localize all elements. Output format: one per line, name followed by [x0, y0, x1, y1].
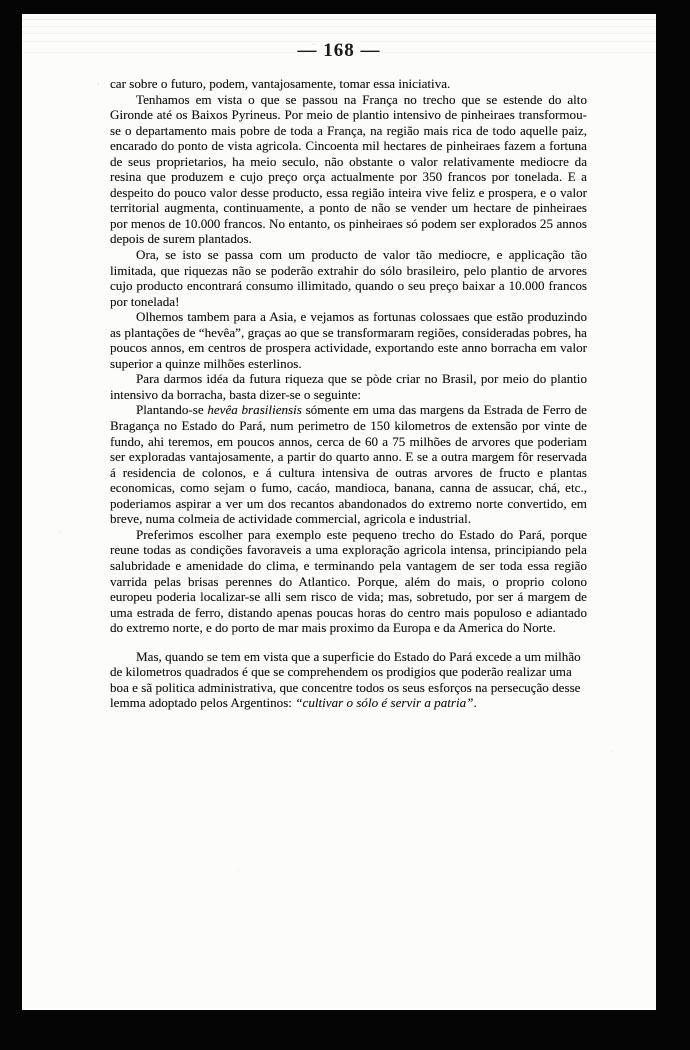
text-run-2: sómente em uma das margens da Estrada de Ferro de Bragança no Estado do Pará, num perimetro de 150 kilometros de extensão por vinte de fundo, ahi teremos, em poucos annos, cerca de 60 a 75 milhões de arvores que poderiam ser exploradas vantajosamente, a partir do quarto anno. E se a outra margem fôr reservada á residencia de colonos, e á cultura intensiva de outras arvores de fructo e plantas economicas, como sejam o fumo, cacáo, mandioca, banana, canna de assucar, chá, etc., poderiamos aspirar a ver um dos recantos abandonados do extremo norte convertido, em breve, numa colmeia de actividade commercial, agricola e industrial. [110, 402, 587, 527]
paragraph-p8-mas-quando [110, 649, 587, 711]
paragraph-p3-ora: Ora, se isto se passa com um producto de valor tão mediocre, e applicação tão limitada, que riquezas não se poderão extrahir do sólo brasileiro, pelo plantio de arvores cujo producto encontrará consumo illimitado, quando o seu preço baixar a 10.000 francos por tonelada! [110, 247, 587, 309]
paragraph-p7-preferimos: Preferimos escolher para exemplo este pequeno trecho do Estado do Pará, porque reune todas as condições favoraveis a uma exploração agricola intensa, principiando pela salubridade e amenidade do clima, e terminando pela vantagem de ser toda essa região varrida pelas brisas perennes do Atlantico. Porque, além do mais, o proprio colono europeu poderia localizar-se alli sem risco de vida; mas, sobretudo, por ser á margem de uma estrada de ferro, distando apenas poucas horas do centro mais populoso e adiantado do extremo norte, e do porto de mar mais proximo da Europa e da America do Norte. [110, 526, 587, 636]
page-sheet [22, 14, 656, 1010]
page-number-text: — 168 — [297, 40, 381, 61]
paragraph-p5-para-darmos: Para darmos idéa da futura riqueza que se pòde criar no Brasil, por meio do plantio intensivo da borracha, basta dizer-se o seguinte: [110, 371, 587, 402]
paragraph-p2-franca: Tenhamos em vista o que se passou na França no trecho que se estende do alto Gironde até os Baixos Pyrineus. Por meio de plantio intensivo de pinheiraes transformou-se o departamento mais pobre de toda a França, na região mais rica de todo aquelle paiz, encarado do ponto de vista agricola. Cincoenta mil hectares de pinheiraes fazem a fortuna de seus proprietarios, ha meio seculo, não obstante o valor relativamente mediocre da resina que produzem e cujo preço orça actualmente por 350 francos por tonelada. E a despeito do pouco valor desse producto, essa região inteira vive feliz e prospera, e o valor territorial augmenta, continuamente, a ponto de não se vender um hectare de pinheiraes por menos de 10.000 francos. No entanto, os pinheiraes só podem ser explorados 25 annos depois de surem plantados. [110, 91, 587, 247]
paragraph-p1-continuation: car sobre o futuro, podem, vantajosamente, tomar essa iniciativa. [110, 76, 451, 91]
text-run-0: Mas, quando se tem em vista que a superficie do Estado do Pará excede a um milhão de kilometros quadrados é que se comprehendem os prodigios que poderão realizar uma boa e sã politica administrativa, que concentre todos os seus esforços na persecução desse lemma adoptado pelos Argentinos: [110, 648, 581, 711]
paragraph-p6-plantando [110, 402, 587, 526]
text-run-0: Plantando-se [136, 402, 208, 418]
body-text-column [110, 76, 587, 711]
page-number-header [22, 40, 656, 62]
paragraph-p4-asia: Olhemos tambem para a Asia, e vejamos as fortunas colossaes que estão produzindo as plantações de “hevêa”, graças ao que se transformaram regiões, consideradas pobres, ha poucos annos, em centros de prospera actividade, exportando este anno borracha em valor superior a quinze milhões esterlinos. [110, 309, 587, 371]
italic-phrase-1: “cultivar o sólo é servir a patria” [295, 695, 474, 711]
text-run-2: . [473, 695, 477, 711]
italic-phrase-1: hevêa brasiliensis [207, 402, 302, 418]
